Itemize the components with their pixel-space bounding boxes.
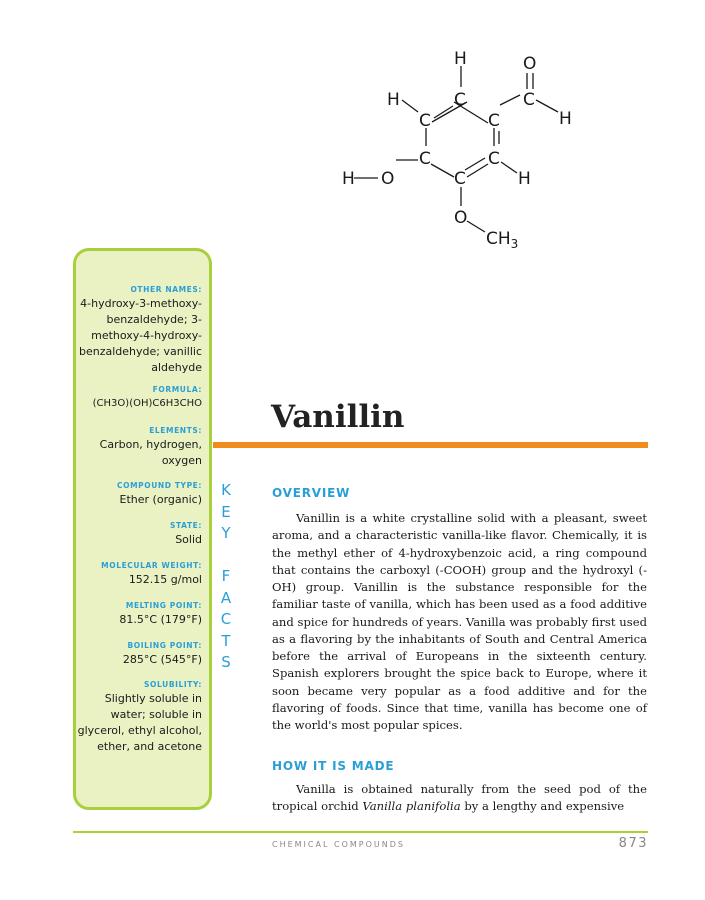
atom-o-hydroxyl: O (381, 169, 395, 189)
bond (501, 162, 517, 173)
fact-label: MELTING POINT: (125, 601, 202, 610)
bond (500, 95, 520, 105)
atom-o-carbonyl: O (523, 54, 537, 74)
atom-c-aldehyde: C (523, 90, 535, 110)
fact-value: 4-hydroxy-3-methoxy-benzaldehyde; 3-methoxy-4-hydroxy-benzaldehyde; vanillic aldehyde (79, 297, 202, 374)
bond (536, 100, 558, 112)
fact-boiling-point (74, 640, 202, 668)
side-label-letter: S (221, 653, 231, 671)
atom-o-methoxy: O (454, 208, 468, 228)
text-run: Vanilla is obtained naturally from the seed pod of the tropical orchid (272, 782, 647, 814)
fact-compound-type (74, 480, 202, 508)
fact-value: Ether (organic) (119, 493, 202, 506)
side-label-letter: Y (221, 524, 231, 542)
side-label-letter: K (221, 481, 231, 499)
fact-state (74, 520, 202, 548)
group-ch3: $CH_3$ (486, 229, 519, 251)
footer-section-label: CHEMICAL COMPOUNDS (272, 840, 405, 849)
fact-label: MOLECULAR WEIGHT: (101, 561, 202, 570)
key-facts-side-label (216, 480, 236, 674)
fact-other-names (74, 284, 202, 376)
side-label-letter: C (220, 610, 232, 628)
atom-c-bottom: C (454, 169, 466, 189)
fact-label: COMPOUND TYPE: (117, 481, 202, 490)
atom-h-hydroxyl: H (342, 169, 355, 189)
species-name: Vanilla planifolia (362, 799, 461, 814)
how-it-is-made-paragraph (272, 781, 647, 816)
side-label-letter: E (221, 502, 231, 521)
side-label-letter (216, 545, 236, 567)
fact-label: OTHER NAMES: (130, 285, 202, 294)
footer-divider (73, 831, 648, 833)
fact-label: BOILING POINT: (127, 641, 202, 650)
bond (467, 164, 488, 177)
side-label-letter: A (220, 588, 232, 607)
page-number: 873 (618, 836, 648, 851)
side-label-letter: T (221, 631, 231, 650)
fact-label: FORMULA: (152, 385, 202, 394)
atom-h-top: H (454, 49, 467, 69)
vanillin-structure-diagram (330, 40, 572, 255)
atom-c-upper-left: C (419, 111, 431, 131)
overview-paragraph: Vanillin is a white crystalline solid with a pleasant, sweet aroma, and a characteristic vanilla-like flavor. Chemically, it is the methyl ether of 4-hydroxybenzoic acid, a ring compound that contains the carboxyl (-COOH) group and the hydroxyl (-OH) group. Vanillin is the substance responsible for the familiar taste of vanilla, which has been used as a food additive and spice for hundreds of years. Vanilla was probably first used as a flavoring by the inhabitants of South and Central America before the arrival of Europeans in the sixteenth century. Spanish explorers brought the spice back to Europe, where it soon became very popular as a food additive and for the flavoring of foods. Since that time, vanilla has become one of the world's most popular spices. (272, 511, 647, 732)
atom-c-top: C (454, 90, 466, 110)
fact-value: 81.5°C (179°F) (119, 613, 202, 626)
atom-c-upper-right: C (488, 111, 500, 131)
fact-value: 285°C (545°F) (122, 653, 202, 666)
title-divider (213, 442, 648, 448)
fact-value: Slightly soluble in water; soluble in glycerol, ethyl alcohol, ether, and acetone (77, 692, 202, 753)
fact-value: (CH3O)(OH)C6H3CHO (92, 398, 202, 409)
section-heading-overview: OVERVIEW (272, 486, 351, 500)
fact-formula (74, 384, 202, 412)
fact-label: SOLUBILITY: (144, 680, 202, 689)
fact-label: ELEMENTS: (149, 426, 202, 435)
page-title: Vanillin (271, 399, 405, 435)
text-run: by a lengthy and expensive (460, 799, 625, 814)
fact-solubility (74, 679, 202, 755)
fact-melting-point (74, 600, 202, 628)
fact-value: Carbon, hydrogen, oxygen (99, 438, 202, 467)
fact-value: 152.15 g/mol (128, 573, 202, 586)
fact-molecular-weight (74, 560, 202, 588)
side-label-letter: F (221, 567, 231, 585)
bond (467, 221, 485, 232)
atom-c-lower-right: C (488, 149, 500, 169)
section-heading-how-it-is-made: HOW IT IS MADE (272, 759, 395, 773)
key-facts-panel (73, 248, 212, 810)
fact-value: Solid (175, 533, 202, 546)
atom-h-right: H (518, 169, 531, 189)
bond (402, 100, 418, 112)
atom-h-upper-left: H (387, 90, 400, 110)
atom-h-aldehyde: H (559, 109, 572, 129)
bond (431, 164, 454, 177)
fact-label: STATE: (170, 521, 202, 530)
atom-c-lower-left: C (419, 149, 431, 169)
fact-elements (74, 425, 202, 469)
